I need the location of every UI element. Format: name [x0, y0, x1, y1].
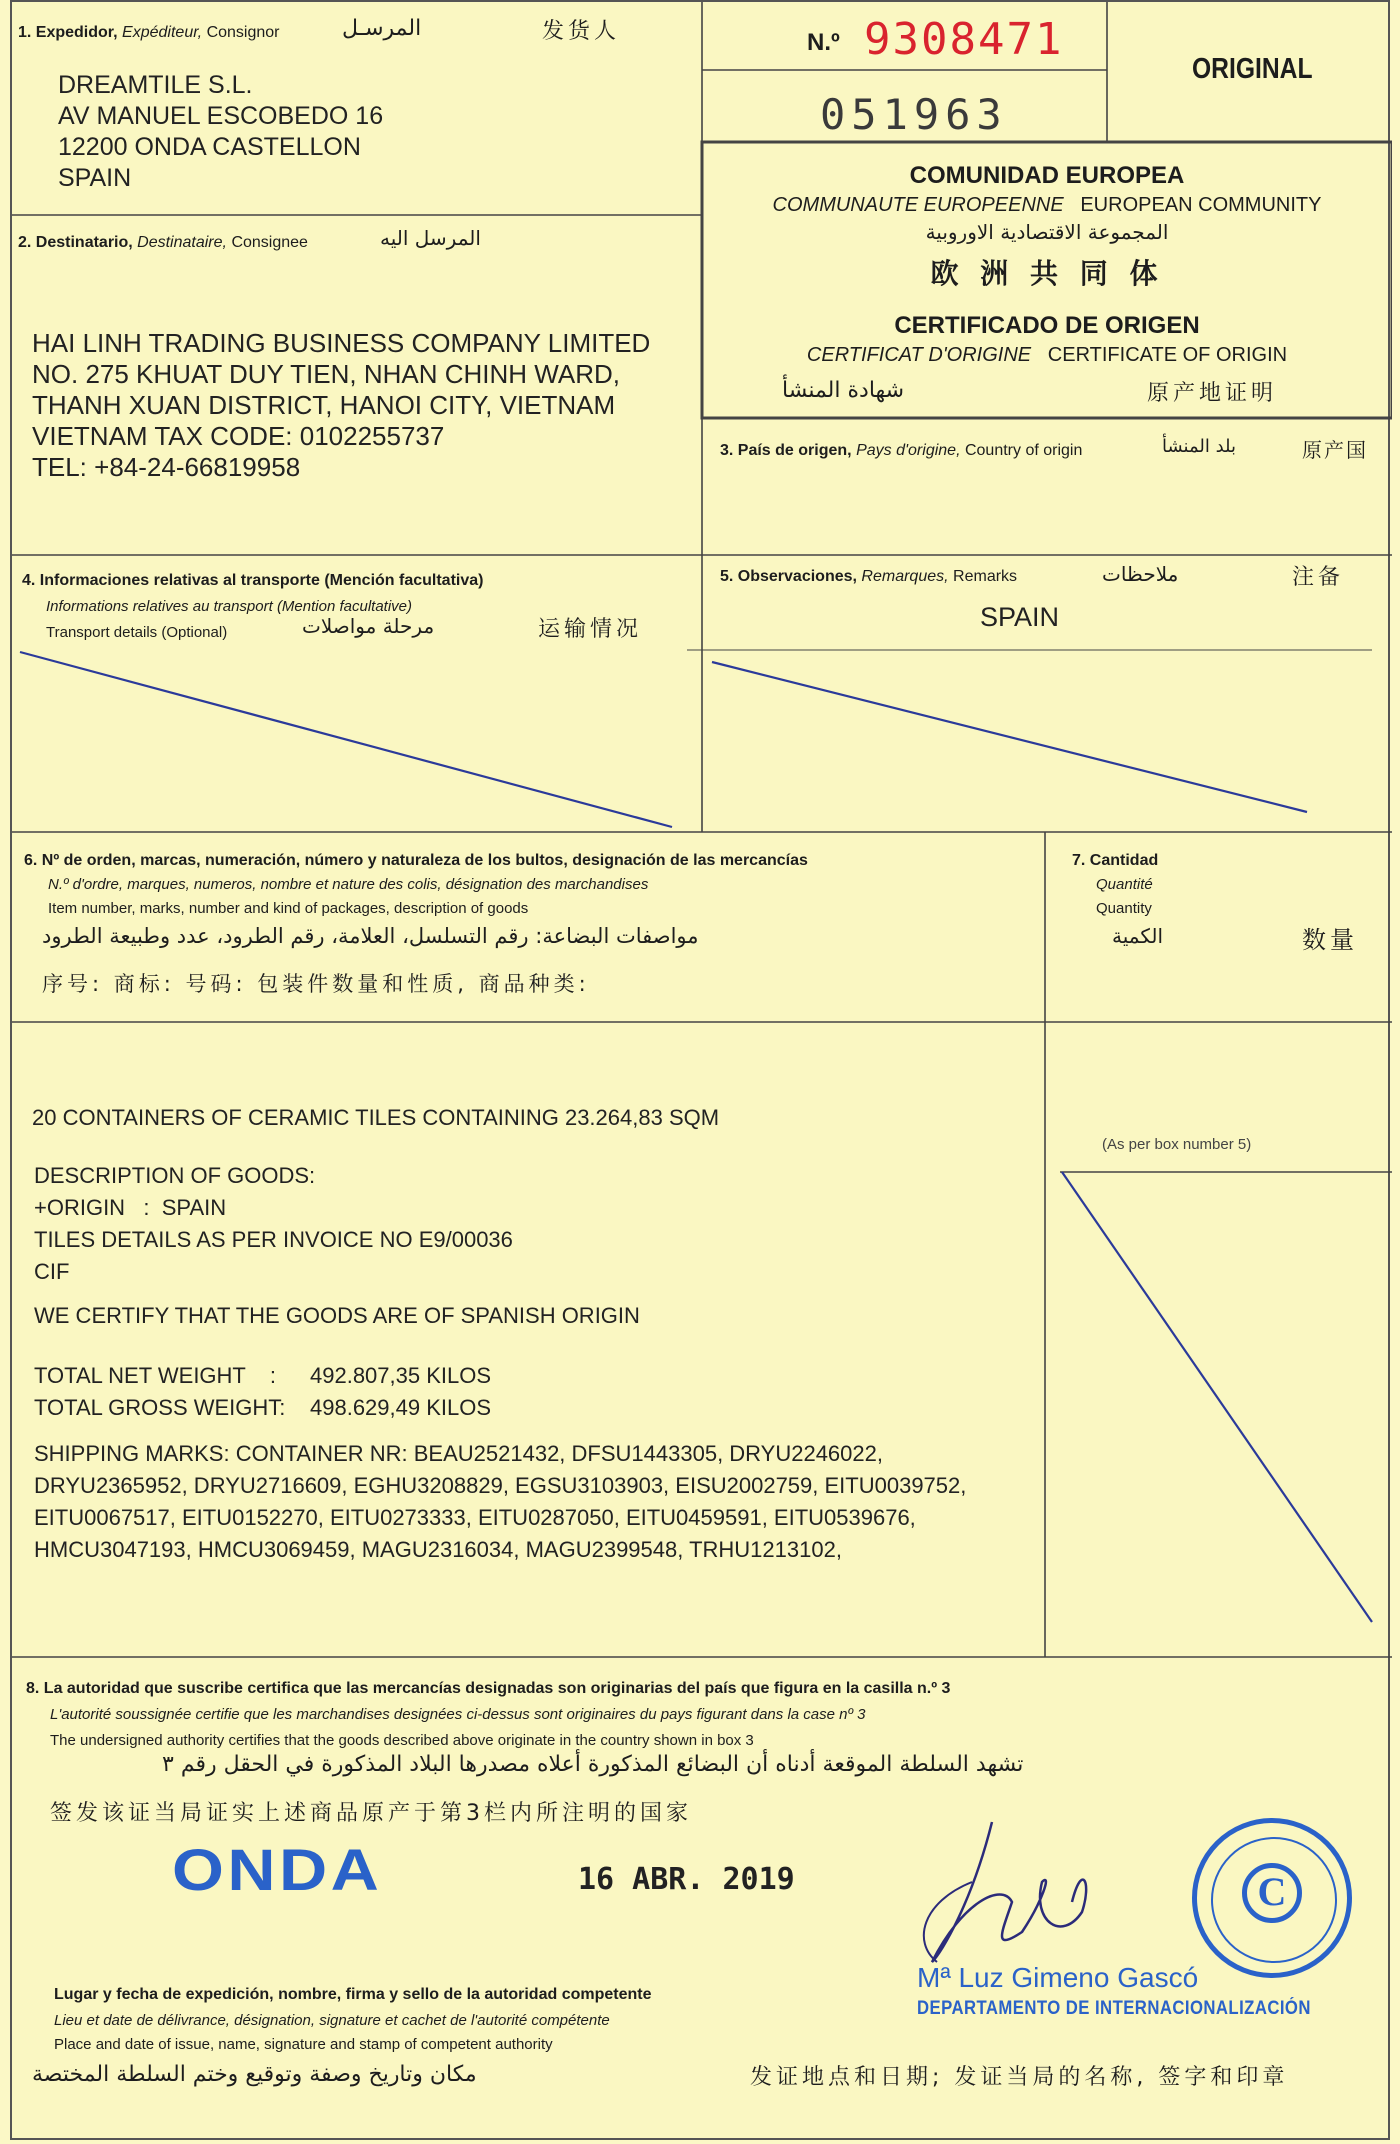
consignor-label-es: 1. Expedidor,	[18, 24, 118, 41]
certificate-title-es: CERTIFICADO DE ORIGEN	[894, 312, 1200, 339]
goods-desc-line: TILES DETAILS AS PER INVOICE NO E9/00036	[34, 1227, 513, 1252]
header-es: COMUNIDAD EUROPEA	[909, 162, 1185, 189]
issue-place-stamp: ONDA	[172, 1838, 383, 1903]
issue-date-stamp: 16 ABR. 2019	[578, 1862, 795, 1897]
issue-footer-zh: 发证地点和日期; 发证当局的名称, 签字和印章	[750, 2065, 1289, 2090]
certificate-title-zh: 原产地证明	[1147, 381, 1278, 406]
origin-label-fr: Pays d'origine,	[856, 442, 961, 459]
authority-label-zh: 签发该证当局证实上述商品原产于第3栏内所注明的国家	[50, 1801, 692, 1826]
shipping-marks-line: EITU0067517, EITU0152270, EITU0273333, EITU0287050, EITU0459591, EITU0539676,	[34, 1505, 916, 1530]
authority-label-en: The undersigned authority certifies that the goods described above originate in the country shown in box 3	[50, 1732, 754, 1749]
origin-label-en: Country of origin	[964, 442, 1083, 459]
transport-label-en: Transport details (Optional)	[46, 624, 228, 641]
consignee-label-fr: Destinataire,	[137, 234, 227, 251]
quantity-label-ar: الكمية	[1112, 924, 1164, 948]
quantity-label-fr: Quantité	[1096, 876, 1153, 893]
header-fr: COMMUNAUTE EUROPEENNE	[772, 194, 1064, 216]
consignee-label-ar: المرسل اليه	[380, 226, 481, 250]
consignee-line: THANH XUAN DISTRICT, HANOI CITY, VIETNAM	[32, 390, 616, 420]
remarks-label-es: 5. Observaciones,	[720, 568, 857, 585]
quantity-note: (As per box number 5)	[1102, 1136, 1252, 1153]
consignee-line: NO. 275 KHUAT DUY TIEN, NHAN CHINH WARD,	[32, 359, 620, 389]
consignor-label-ar: المرسـل	[342, 16, 422, 41]
shipping-marks-line: HMCU3047193, HMCU3069459, MAGU2316034, MAGU2399548, TRHU1213102,	[34, 1537, 842, 1562]
origin-label-ar: بلد المنشأ	[1162, 436, 1237, 457]
issue-footer-ar: مكان وتاريخ وصفة وتوقيع وختم السلطة المختصة	[32, 2062, 477, 2087]
consignee-line: TEL: +84-24-66819958	[32, 452, 301, 482]
goods-label-en: Item number, marks, number and kind of packages, description of goods	[48, 900, 529, 917]
origin-label-zh: 原产国	[1302, 438, 1368, 462]
chamber-seal	[1192, 1818, 1352, 1978]
header-en: EUROPEAN COMMUNITY	[1080, 194, 1322, 216]
quantity-label-zh: 数量	[1302, 926, 1358, 954]
quantity-label-es: 7. Cantidad	[1072, 852, 1159, 869]
authority-label-ar: تشهد السلطة الموقعة أدناه أن البضائع المذكورة أعلاه مصدرها البلاد المذكورة في الحقل رقم ٣	[162, 1752, 1024, 1777]
certificate-title-ar: شهادة المنشأ	[782, 378, 905, 403]
consignor-label-en: Consignor	[206, 24, 280, 41]
header-ar: المجموعة الاقتصادية الاوروبية	[925, 220, 1169, 244]
issue-footer-fr: Lieu et date de délivrance, désignation, signature et cachet de l'autorité compétente	[54, 2012, 610, 2029]
shipping-marks-line: SHIPPING MARKS: CONTAINER NR: BEAU2521432, DFSU1443305, DRYU2246022,	[34, 1441, 883, 1466]
origin-certification: WE CERTIFY THAT THE GOODS ARE OF SPANISH ORIGIN	[34, 1303, 640, 1328]
seal-letter: C	[1257, 1869, 1287, 1914]
remarks-label-fr: Remarques,	[861, 568, 949, 585]
consignor-label-zh: 发货人	[542, 19, 621, 44]
consignor-line: AV MANUEL ESCOBEDO 16	[58, 102, 384, 130]
remarks-label-ar: ملاحظات	[1102, 562, 1179, 586]
consignee-label-en: Consignee	[231, 234, 308, 251]
goods-desc-line: DESCRIPTION OF GOODS:	[34, 1163, 316, 1188]
transport-label-ar: مرحلة مواصلات	[302, 614, 435, 638]
goods-desc-line: CIF	[34, 1259, 70, 1284]
transport-label-es: 4. Informaciones relativas al transporte (Mención facultativa)	[22, 572, 484, 589]
remarks-value: SPAIN	[980, 602, 1060, 632]
issue-footer-en: Place and date of issue, name, signature and stamp of competent authority	[54, 2036, 553, 2053]
issue-footer-es: Lugar y fecha de expedición, nombre, firma y sello de la autoridad competente	[54, 1986, 652, 2003]
certificate-title-en: CERTIFICATE OF ORIGIN	[1047, 344, 1288, 366]
authority-label-fr: L'autorité soussignée certifie que les marchandises designées ci-dessus sont originaires du pays figurant dans la case nº 3	[50, 1706, 866, 1723]
consignee-line: HAI LINH TRADING BUSINESS COMPANY LIMITED	[32, 328, 651, 358]
goods-summary: 20 CONTAINERS OF CERAMIC TILES CONTAINING 23.264,83 SQM	[32, 1105, 720, 1130]
goods-desc-line: +ORIGIN : SPAIN	[34, 1195, 227, 1220]
consignor-label-fr: Expéditeur,	[122, 24, 203, 41]
number-prefix: N.º	[807, 29, 840, 56]
net-weight-value: 492.807,35 KILOS	[310, 1363, 492, 1388]
consignee-label-es: 2. Destinatario,	[18, 234, 133, 251]
serial-stamp: 051963	[820, 90, 1008, 139]
signer-department: DEPARTAMENTO DE INTERNACIONALIZACIÓN	[917, 1998, 1311, 2019]
transport-label-fr: Informations relatives au transport (Mention facultative)	[46, 598, 412, 615]
certificate-number: 9308471	[864, 14, 1064, 65]
remarks-label-en: Remarks	[953, 568, 1018, 585]
goods-label-fr: N.º d'ordre, marques, numeros, nombre et nature des colis, désignation des marchandises	[48, 876, 649, 893]
consignor-line: 12200 ONDA CASTELLON	[58, 133, 361, 161]
shipping-marks-line: DRYU2365952, DRYU2716609, EGHU3208829, EGSU3103903, EISU2002759, EITU0039752,	[34, 1473, 967, 1498]
certificate-of-origin	[10, 0, 1390, 2140]
authority-label-es: 8. La autoridad que suscribe certifica que las mercancías designadas son originarias del país que figura en la casilla n.º 3	[26, 1680, 951, 1697]
net-weight-label: TOTAL NET WEIGHT :	[34, 1363, 277, 1388]
signer-name: Mª Luz Gimeno Gascó	[917, 1962, 1199, 1993]
goods-label-ar: مواصفات البضاعة: رقم التسلسل، العلامة، رقم الطرود، عدد وطبيعة الطرود	[42, 924, 699, 948]
remarks-label-zh: 注备	[1292, 565, 1345, 590]
transport-label-zh: 运输情况	[538, 617, 643, 642]
quantity-label-en: Quantity	[1096, 900, 1152, 917]
consignee-line: VIETNAM TAX CODE: 0102255737	[32, 421, 445, 451]
certificate-title-fr: CERTIFICAT D'ORIGINE	[806, 344, 1032, 366]
goods-label-zh: 序号: 商标: 号码: 包装件数量和性质, 商品种类:	[42, 972, 590, 996]
consignor-line: DREAMTILE S.L.	[58, 71, 253, 99]
consignor-line: SPAIN	[58, 164, 132, 192]
gross-weight-label: TOTAL GROSS WEIGHT:	[34, 1395, 286, 1420]
header-zh: 欧 洲 共 同 体	[930, 257, 1164, 290]
gross-weight-value: 498.629,49 KILOS	[310, 1395, 492, 1420]
origin-label-es: 3. País de origen,	[720, 442, 852, 459]
goods-label-es: 6. Nº de orden, marcas, numeración, número y naturaleza de los bultos, designación de las mercancías	[24, 852, 808, 869]
original-label: ORIGINAL	[1192, 53, 1313, 85]
